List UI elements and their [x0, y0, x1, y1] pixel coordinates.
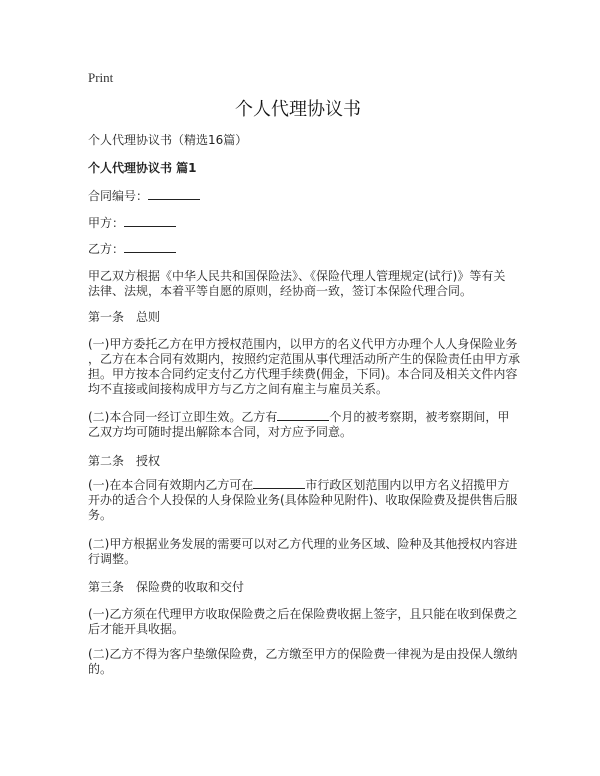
text-line: 甲乙双方根据《中华人民共和国保险法》、《保险代理人管理规定(试行)》等有关	[88, 269, 506, 283]
text-line: 法律、法规，本着平等自愿的原则，经协商一致，签订本保险代理合同。	[88, 284, 473, 298]
contract-no-field	[88, 188, 200, 204]
article3-heading: 第三条 保险费的收取和交付	[88, 580, 245, 594]
text: 个月的被考察期，被考察期间，甲	[329, 410, 510, 424]
city-blank	[253, 477, 305, 489]
subtitle: 个人代理协议书（精选16篇）	[88, 133, 248, 147]
text-line: (二)甲方根据业务发展的需要可以对乙方代理的业务区域、险种及其他授权内容进	[88, 537, 518, 551]
article2-heading: 第二条 授权	[88, 454, 161, 468]
text-line: (一)乙方须在代理甲方收取保险费之后在保险费收据上签字，且只能在收到保费之	[88, 607, 518, 621]
text-line: ，乙方在本合同有效期内，按照约定范围从事代理活动所产生的保险责任由甲方承	[88, 352, 521, 366]
article3-paragraph2	[88, 647, 517, 677]
text-line: 乙双方均可随时提出解除本合同，对方应予同意。	[88, 425, 353, 439]
text-line: 务。	[88, 508, 113, 522]
text-line: (一)甲方委托乙方在甲方授权范围内，以甲方的名义代甲方办理个人人身保险业务	[88, 337, 518, 351]
text-line: 担。甲方按本合同约定支付乙方代理手续费(佣金，下同)。本合同及相关文件内容	[88, 367, 518, 381]
text: (二)本合同一经订立即生效。乙方有	[88, 410, 278, 424]
contract-no-blank	[148, 188, 200, 200]
article3-paragraph1	[88, 607, 517, 637]
text-line: 开办的适合个人投保的人身保险业务(具体险种见附件)、收取保险费及提供售后服	[88, 493, 518, 507]
contract-no-label: 合同编号：	[88, 189, 149, 203]
party-b-field	[88, 241, 176, 257]
article1-paragraph2	[88, 409, 509, 440]
section-heading: 个人代理协议书 篇1	[88, 161, 197, 175]
text: 市行政区划范围内以甲方名义招揽甲方	[305, 478, 510, 492]
party-a-label: 甲方：	[88, 216, 125, 230]
preamble-paragraph	[88, 269, 505, 299]
text-line	[88, 409, 509, 425]
text-line: 后才能开具收据。	[88, 622, 185, 636]
document-title: 个人代理协议书	[235, 99, 361, 120]
article1-paragraph1	[88, 337, 520, 397]
text-line: (二)乙方不得为客户垫缴保险费，乙方缴至甲方的保险费一律视为是由投保人缴纳	[88, 647, 518, 661]
party-b-blank	[124, 241, 176, 253]
text-line: 均不直接或间接构成甲方与乙方之间有雇主与雇员关系。	[88, 382, 389, 396]
article2-paragraph1	[88, 477, 517, 523]
article1-heading: 第一条 总则	[88, 310, 161, 324]
article2-paragraph2	[88, 537, 517, 567]
text-line	[88, 477, 517, 493]
party-b-label: 乙方：	[88, 242, 125, 256]
party-a-blank	[124, 215, 176, 227]
party-a-field	[88, 215, 176, 231]
print-link[interactable]: Print	[88, 70, 114, 85]
text: (一)在本合同有效期内乙方可在	[88, 478, 254, 492]
text-line: 行调整。	[88, 552, 137, 566]
text-line: 的。	[88, 662, 113, 676]
period-blank	[277, 409, 329, 421]
